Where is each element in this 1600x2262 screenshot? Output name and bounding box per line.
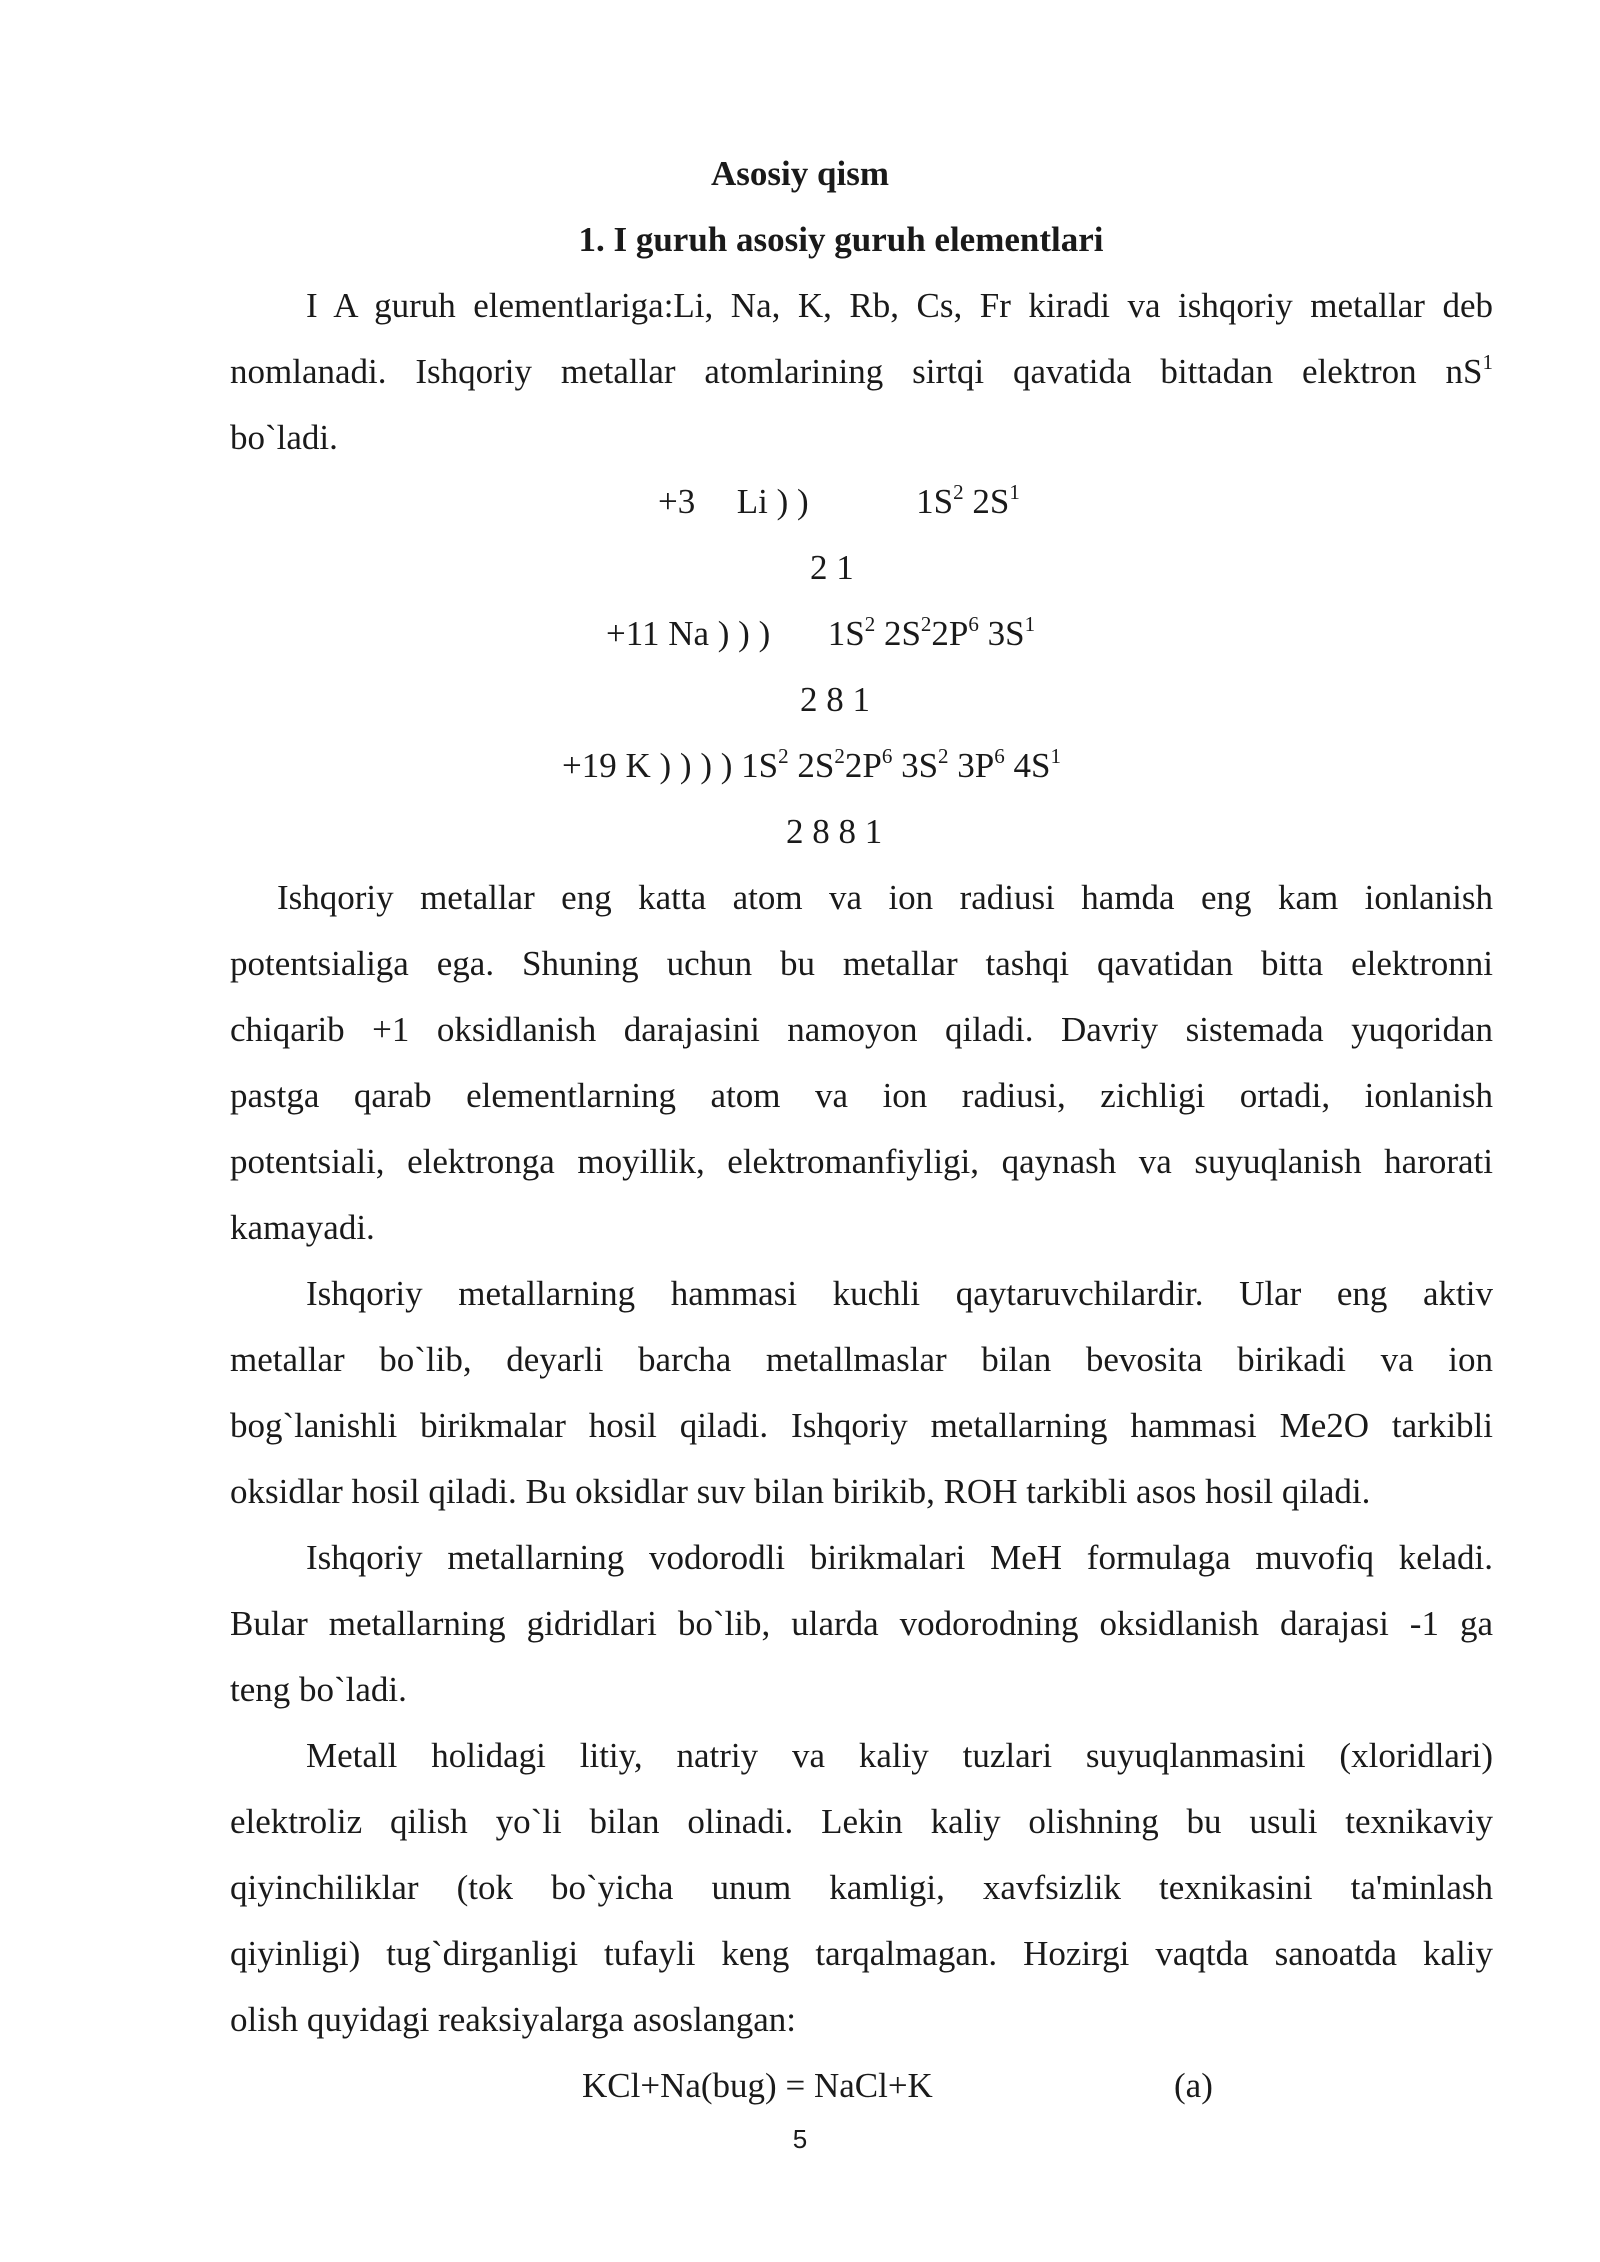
k-orbital-6: $4S^1$ <box>1013 744 1061 785</box>
para1-line-4: pastga qarab elementlarning atom va ion radiusi, zichligi ortadi, ionlanish <box>230 1076 1493 1115</box>
para2-line-1: Ishqoriy metallarning hammasi kuchli qaytaruvchilardir. Ular eng aktiv <box>306 1274 1493 1313</box>
main-heading: Asosiy qism <box>711 154 889 193</box>
li-orbital-2: $2S^1$ <box>972 480 1020 521</box>
na-orbital-1: $1S^2$ <box>827 612 876 653</box>
equation-formula: KCl+Na(bug) = NaCl+K <box>582 2066 933 2105</box>
para4-line-2: elektroliz qilish yo`li bilan olinadi. Lekin kaliy olishning bu usuli texnikaviy <box>230 1802 1493 1841</box>
para4-line-1: Metall holidagi litiy, natriy va kaliy tuzlari suyuqlanmasini (xloridlari) <box>306 1736 1493 1775</box>
para1-line-6: kamayadi. <box>230 1208 375 1247</box>
intro-line-2 <box>230 350 1493 394</box>
intro-line-2-sup: 1 <box>1482 350 1493 374</box>
para2-line-4: oksidlar hosil qiladi. Bu oksidlar suv bilan birikib, ROH tarkibli asos hosil qiladi. <box>230 1472 1371 1511</box>
para1-line-1: Ishqoriy metallar eng katta atom va ion radiusi hamda eng kam ionlanish <box>277 878 1493 917</box>
li-orbital-1: $1S^2$ <box>916 480 964 521</box>
equation-label: (a) <box>1174 2066 1213 2105</box>
na-shells: 2 8 1 <box>800 680 870 719</box>
k-config <box>562 744 1061 788</box>
intro-line-2-text: nomlanadi. Ishqoriy metallar atomlarining sirtqi qavatida bittadan elektron nS <box>230 352 1483 391</box>
li-charge: +3 <box>658 482 696 521</box>
para1-line-5: potentsiali, elektronga moyillik, elektromanfiyligi, qaynash va suyuqlanish harorati <box>230 1142 1493 1181</box>
para3-line-3: teng bo`ladi. <box>230 1670 407 1709</box>
na-orbital-3: $2P^6$ <box>931 612 979 653</box>
k-charge: +19 <box>562 746 617 785</box>
para2-line-3: bog`lanishli birikmalar hosil qiladi. Ishqoriy metallarning hammasi Me2O tarkibli <box>230 1406 1493 1445</box>
na-config <box>606 612 1035 656</box>
section-heading <box>0 218 1600 262</box>
k-shells: 2 8 8 1 <box>786 812 883 851</box>
section-heading-text: 1. I guruh asosiy guruh elementlari <box>578 220 1104 259</box>
para1-line-2: potentsialiga ega. Shuning uchun bu metallar tashqi qavatidan bitta elektronni <box>230 944 1493 983</box>
k-symbol: K ) ) ) ) <box>625 746 733 785</box>
intro-line-3: bo`ladi. <box>230 418 338 457</box>
para4-line-3: qiyinchiliklar (tok bo`yicha unum kamligi, xavfsizlik texnikasini ta'minlash <box>230 1868 1493 1907</box>
para1-line-3: chiqarib +1 oksidlanish darajasini namoyon qiladi. Davriy sistemada yuqoridan <box>230 1010 1493 1049</box>
na-charge: +11 <box>606 614 660 653</box>
li-symbol: Li ) ) <box>736 482 809 521</box>
li-config <box>658 480 1020 524</box>
k-orbital-5: $3P^6$ <box>957 744 1005 785</box>
na-orbital-4: $3S^1$ <box>987 612 1036 653</box>
na-symbol: Na ) ) ) <box>668 614 771 653</box>
k-orbital-4: $3S^2$ <box>901 744 949 785</box>
na-orbital-2: $2S^2$ <box>883 612 932 653</box>
page-number: 5 <box>792 2124 808 2154</box>
para3-line-2: Bular metallarning gidridlari bo`lib, ularda vodorodning oksidlanish darajasi -1 ga <box>230 1604 1493 1643</box>
intro-line-1: I A guruh elementlariga:Li, Na, K, Rb, Cs, Fr kiradi va ishqoriy metallar deb <box>306 286 1493 325</box>
para4-line-5: olish quyidagi reaksiyalarga asoslangan: <box>230 2000 797 2039</box>
para2-line-2: metallar bo`lib, deyarli barcha metallmaslar bilan bevosita birikadi va ion <box>230 1340 1493 1379</box>
k-orbital-3: $2P^6$ <box>844 744 893 785</box>
k-orbital-2: $2S^2$ <box>797 744 845 785</box>
li-shells: 2 1 <box>810 548 854 587</box>
k-orbital-1: $1S^2$ <box>741 744 789 785</box>
para4-line-4: qiyinligi) tug`dirganligi tufayli keng tarqalmagan. Hozirgi vaqtda sanoatda kaliy <box>230 1934 1493 1973</box>
para3-line-1: Ishqoriy metallarning vodorodli birikmalari MeH formulaga muvofiq keladi. <box>306 1538 1493 1577</box>
